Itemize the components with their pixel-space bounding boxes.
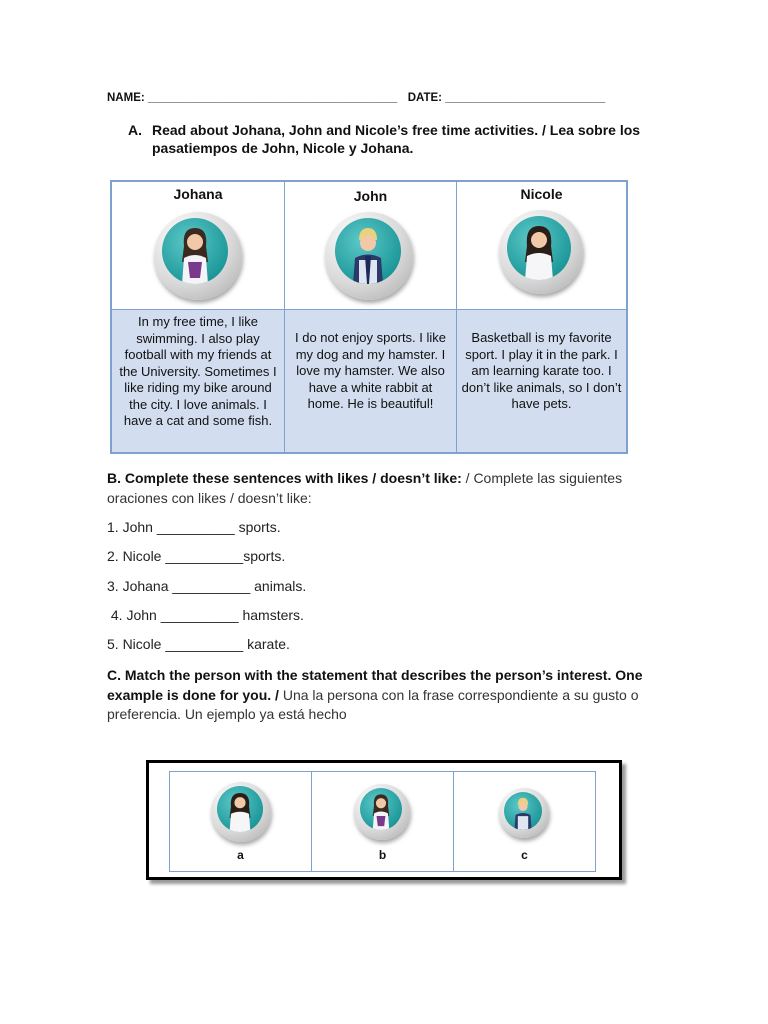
profile-description: In my free time, I like swimming. I also play football with my friends at the University. Sometimes I like riding my bike around the city. I love animals. I have a cat and some fish. (119, 314, 277, 428)
matching-box (146, 760, 622, 880)
boy-avatar-icon (499, 788, 549, 838)
matching-table (169, 771, 596, 872)
matching-label: c (521, 848, 528, 862)
section-c-instruction (107, 666, 667, 725)
section-c-bold-text: C. Match the person with the statement that describes the person’s interest. One example is done for you. / (107, 667, 643, 703)
section-b-instruction (107, 469, 667, 508)
matching-cell-b (312, 772, 454, 871)
matching-label: b (378, 848, 387, 862)
boy-avatar-icon (325, 212, 413, 300)
matching-cell-c (454, 772, 595, 871)
sentence-item: 3. Johana __________ animals. (107, 578, 307, 594)
profile-name: Johana (173, 186, 223, 202)
profile-name: John (353, 188, 388, 204)
profile-header-johana (112, 182, 285, 310)
profile-description-john (285, 310, 457, 452)
matching-cell-a (170, 772, 312, 871)
profile-description: I do not enjoy sports. I like my dog and my hamster. I love my hamster. We also have a white rabbit at home. He is beautiful! (294, 330, 447, 411)
section-b-rest-text: / Complete las siguientes oraciones con likes / doesn’t like: (107, 470, 623, 506)
section-a-text: Read about Johana, John and Nicole’s free time activities. / Lea sobre los pasatiempos de John, Nicole y Johana. (152, 122, 641, 156)
matching-label: a (237, 848, 244, 862)
name-label: NAME: _______________________________________ (107, 92, 398, 104)
profile-header-nicole (457, 182, 626, 310)
profile-description: Basketball is my favorite sport. I play it in the park. I am learning karate too. I don’t like animals, so I don’t have pets. (461, 330, 622, 411)
girl-avatar-icon (211, 782, 271, 842)
section-c-rest-text: Una la persona con la frase correspondiente a su gusto o preferencia. Un ejemplo ya está hecho (107, 686, 639, 722)
section-b-bold-text: B. Complete these sentences with likes / doesn’t like: (107, 470, 462, 486)
girl-avatar-icon (354, 784, 410, 840)
girl-avatar-icon (499, 210, 583, 294)
profiles-table (110, 180, 628, 454)
sentence-item: 5. Nicole __________ karate. (107, 636, 290, 652)
girl-avatar-icon (154, 212, 242, 300)
sentence-item: 2. Nicole __________sports. (107, 548, 286, 564)
profile-header-john (285, 182, 457, 310)
date-label: DATE: _________________________ (407, 92, 606, 104)
profile-description-johana (112, 310, 285, 452)
sentence-item: 1. John __________ sports. (107, 519, 281, 535)
section-a-letter: A. (128, 122, 142, 138)
profile-name: Nicole (520, 186, 563, 202)
header (107, 92, 605, 104)
sentence-item: 4. John __________ hamsters. (107, 607, 304, 623)
profile-description-nicole (457, 310, 626, 452)
